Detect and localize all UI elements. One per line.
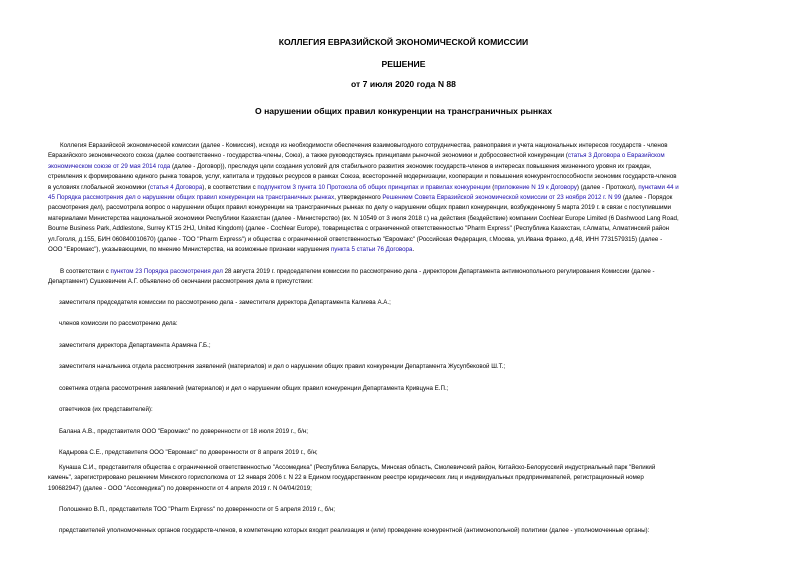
list-item: заместителя начальника отдела рассмотрения заявлений (материалов) и дел о нарушении общих правил конкуренции Департамента Жусупбековой Ш.Т.; bbox=[59, 363, 506, 370]
text-line: 190682947) (далее - ООО "Ассомедика") по доверенности от 4 апреля 2019 г. N 04/04/2019; bbox=[48, 484, 312, 492]
text-line: камень", зарегистрировано решением Минского горисполкома от 12 января 2006 г. N 22 в Едином государственном реестре юридических лиц и индивидуальных предпринимателей, регистрационный номер bbox=[48, 474, 644, 482]
text-line: стремления к формированию единого рынка товаров, услуг, капитала и трудовых ресурсов в рамках Союза, всесторонней модернизации, кооперации и повышения конкурентоспособности экономик государств-членов bbox=[48, 173, 677, 181]
text-line: экономическом союзе от 29 мая 2014 года (далее - Договор)), преследуя цели создания условий для стабильного развития экономик государств-членов в интересах повышения жизненного уровня их граждан, bbox=[48, 162, 652, 170]
text-line: в условиях глобальной экономики (статья 4 Договора), в соответствии с подпунктом 3 пункта 10 Протокола об общих принципах и правилах конкуренции (приложение N 19 к Договору) (далее - Протокол), пунктами 44 и bbox=[48, 183, 679, 191]
list-item: Полошенко В.П., представителя ТОО "Pharm Express" по доверенности от 5 апреля 2019 г., б/н; bbox=[59, 506, 335, 513]
text-line: Кунаша С.И., представителя общества с ограниченной ответственностью "Ассомедика" (Республика Беларусь, Минская область, Смолевичский район, Китайско-Белорусский индустриальный парк "Великий bbox=[59, 464, 656, 471]
text-line: Департамент) Сушкевичем А.Г. объявлено об окончании рассмотрения дела в присутствии: bbox=[48, 278, 313, 286]
list-item: советника отдела рассмотрения заявлений (материалов) и дел о нарушении общих правил конкуренции Департамента Кривцуна Е.П.; bbox=[59, 385, 449, 392]
link-treaty-article-3[interactable]: статья 3 Договора о Евразийском bbox=[567, 152, 665, 160]
list-item: Кадыровa С.Е., представителя ООО "Евромакс" по доверенности от 8 апреля 2019 г., б/н; bbox=[59, 449, 318, 456]
link-council-decision-99[interactable]: Решением Совета Евразийской экономической комиссии от 23 ноября 2012 г. N 99 bbox=[382, 194, 622, 202]
document-title: О нарушении общих правил конкуренции на трансграничных рынках bbox=[255, 106, 552, 116]
text-line: материалами Министерства национальной экономики Республики Казахстан (далее - Министерство) (вх. N 10549 от 3 июля 2018 г.) на действия (бездействие) компании Cochlear Europe Limited (6 Dashwood Lang Road, bbox=[48, 214, 679, 222]
list-item: членов комиссии по рассмотрению дела: bbox=[59, 320, 178, 327]
text-line: В соответствии с пунктом 23 Порядка рассмотрения дел 28 августа 2019 г. председателем комиссии по рассмотрению дела - директором Департамента антимонопольного регулирования Комиссии (далее - bbox=[60, 268, 655, 275]
text-line: ООО "Евромакс"), указывающими, по мнению Министерства, на возможные признаки нарушения пункта 5 статьи 76 Договора. bbox=[48, 246, 415, 254]
list-item: ответчиков (их представителей): bbox=[59, 406, 153, 413]
text-line: Bourne Business Park, Addlestone, Surrey KT15 2HJ, United Kingdom) (далее - Cochlear Europe), товарищества с ограниченной ответственностью "Pharm Express" (Республика Казахстан, г.Алматы, Алматинский район bbox=[48, 225, 670, 233]
list-item: представителей уполномоченных органов государств-членов, в компетенцию которых входит реализация и (или) проведение конкурентной (антимонопольной) политики (далее - уполномоченные органы): bbox=[59, 527, 650, 534]
link-treaty-date[interactable]: экономическом союзе от 29 мая 2014 года bbox=[48, 162, 171, 170]
text-line: 45 Порядка рассмотрения дел о нарушении общих правил конкуренции на трансграничных рынках, утвержденного Решением Совета Евразийской экономической комиссии от 23 ноября 2012 г. N 99 (далее - Порядок bbox=[48, 194, 673, 202]
link-treaty-article-4[interactable]: статья 4 Договора bbox=[150, 183, 203, 191]
document-type: РЕШЕНИЕ bbox=[381, 59, 426, 69]
text-line: Евразийского экономического союза (далее соответственно - государства-члены, Союз), а также руководствуясь принципами рыночной экономики и добросовестной конкуренции (статья 3 Договора о Евразийском bbox=[48, 152, 665, 160]
list-item: заместителя директора Департамента Арамяна Г.Б.; bbox=[59, 342, 211, 349]
list-item: заместителя председателя комиссии по рассмотрению дела - заместителя директора Департамента Калиева А.А.; bbox=[59, 299, 391, 306]
link-procedure-45[interactable]: 45 Порядка рассмотрения дел о нарушении общих правил конкуренции на трансграничных рынках bbox=[48, 194, 335, 202]
link-protocol-subclause[interactable]: подпунктом 3 пункта 10 Протокола об общих принципах и правилах конкуренции bbox=[257, 183, 491, 191]
link-clauses-44[interactable]: пунктами 44 и bbox=[638, 183, 679, 191]
link-annex-19[interactable]: приложение N 19 к Договору bbox=[494, 183, 577, 191]
text-line: рассмотрения дел), рассмотрела вопрос о нарушении общих правил конкуренции на трансграничных рынках по делу о нарушении общих правил конкуренции, возбужденному 5 марта 2019 г. в связи с поступившими bbox=[48, 204, 672, 212]
document-date: от 7 июля 2020 года N 88 bbox=[351, 79, 456, 89]
list-item: Балана А.В., представителя ООО "Евромакс" по доверенности от 18 июля 2019 г., б/н; bbox=[59, 428, 308, 435]
link-treaty-article-76[interactable]: пункта 5 статьи 76 Договора bbox=[330, 246, 413, 254]
text-line: Коллегия Евразийской экономической комиссии (далее - Комиссия), исходя из необходимости обеспечения взаимовыгодного сотрудничества, равноправия и учета национальных интересов государств - членов bbox=[60, 142, 668, 149]
text-line: ул.Гоголя, д.155, БИН 060840010670) (далее - ТОО "Pharm Express") и общества с ограниченной ответственностью "Евромакс" (Российская Федерация, г.Москва, ул.Ивана Франко, д.48, ИНН 7731579315) (далее - bbox=[48, 235, 663, 243]
paragraph-hearing bbox=[48, 267, 744, 288]
link-procedure-23[interactable]: пунктом 23 Порядка рассмотрения дел bbox=[110, 268, 223, 275]
paragraph-preamble bbox=[48, 141, 744, 255]
issuing-body: КОЛЛЕГИЯ ЕВРАЗИЙСКОЙ ЭКОНОМИЧЕСКОЙ КОМИССИИ bbox=[278, 37, 529, 47]
paragraph-assomedika bbox=[48, 463, 744, 494]
